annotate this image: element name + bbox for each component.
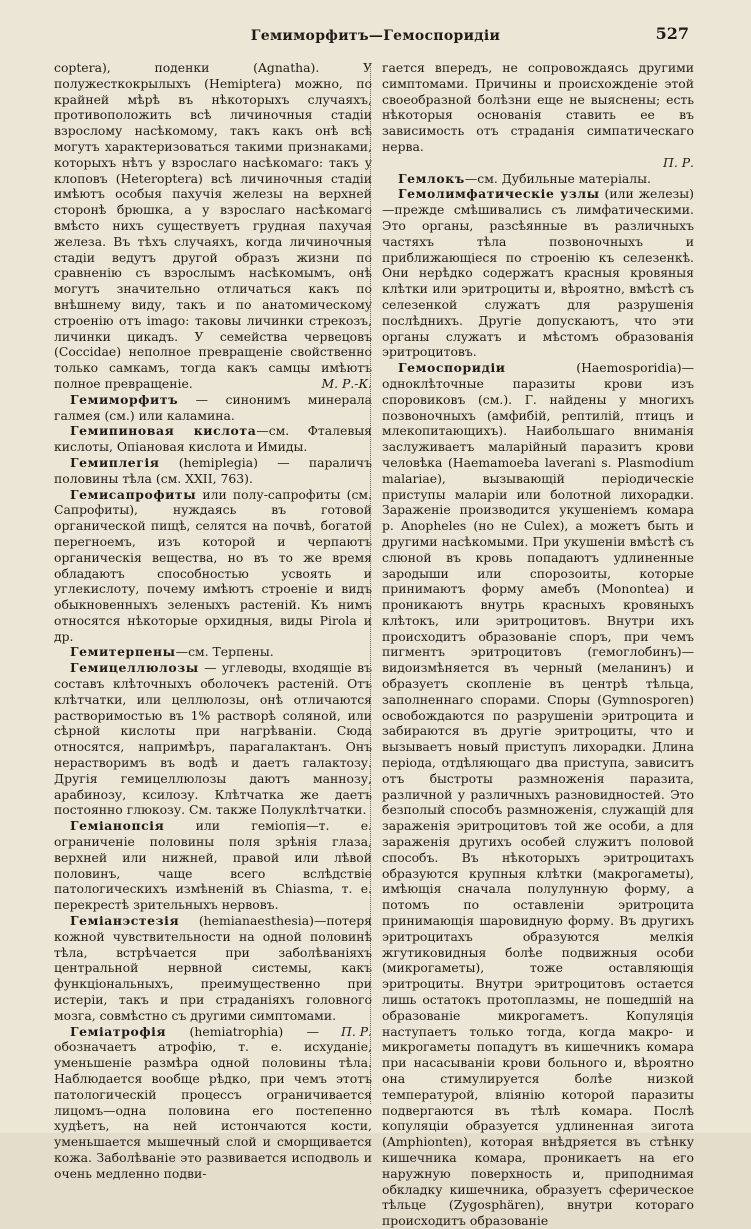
headword: Геміатрофія — [70, 1023, 167, 1039]
page-title: Гемиморфитъ—Гемоспоридіи — [250, 28, 501, 44]
entry-gemipinovaya: Гемипиновая кислота—см. Фталевыя кислоты, Опіановая кислота и Имиды. — [54, 423, 372, 455]
headword: Гемицеллюлозы — [70, 660, 199, 676]
headword: Гемиплегія — [70, 454, 160, 470]
entry-gemicellulozy: Гемицеллюлозы — углеводы, входящіе въ составъ клѣточныхъ оболочекъ растеній. Отъ клѣтчатки, или целлюлозы, онѣ отличаются растворимостью въ 1% растворѣ соляной, или сѣрной кислоты при нагрѣваніи. Сюда относятся, напримѣръ, парагалактанъ. Онъ нерастворимъ въ водѣ и даетъ галактозу. Другія гемицеллюлозы даютъ маннозу, арабинозу, ксилозу. Клѣтчатка же даетъ постоянно глюкозу. См. также Полуклѣтчатки. — [54, 660, 372, 818]
left-column — [54, 60, 372, 1182]
entry-gemianopsia: Геміанопсія или геміопія—т. е. ограниченіе половины поля зрѣнія глаза, верхней или нижней, правой или лѣвой половинъ, чаще всего вслѣдствіе патологическихъ измѣненій въ Chiasma, т. е. перекрестѣ зрительныхъ нервовъ. — [54, 818, 372, 913]
entry-gemolimfaticheskie: Гемолимфатическіе узлы (или железы)—прежде смѣшивались съ лимфатическими. Это органы, разсѣянные въ различныхъ частяхъ тѣла позвоночныхъ и приближающіеся по строенію къ селезенкѣ. Они нерѣдко содержатъ красныя кровяныя клѣтки или эритроциты и, вѣроятно, вмѣстѣ съ селезенкой служатъ для разрушенія послѣднихъ. Другіе допускаютъ, что эти органы служатъ и мѣстомъ образованія эритроцитовъ. — [382, 186, 694, 360]
headword: Гемитерпены — [70, 644, 176, 660]
headword: Гемисапрофиты — [70, 486, 197, 502]
entry-continuation: coptera), поденки (Agnatha). У полужесткокрылыхъ (Hemiptera) можно, по крайней мѣрѣ въ нѣкоторыхъ случаяхъ, противоположить всѣ личиночныя стадіи взрослому насѣкомому, такъ какъ онѣ всѣ могутъ характеризоваться такими признаками, которыхъ нѣтъ у взрослаго насѣкомаго: такъ у клоповъ (Heteroptera) всѣ личиночныя стадіи имѣютъ особыя пахучія железы на верхней сторонѣ брюшка, а у взрослаго насѣкомаго вмѣсто нихъ существуетъ грудная пахучая железа. Въ тѣхъ случаяхъ, когда личиночныя стадіи ведутъ другой образъ жизни по сравненію съ взрослымъ насѣкомымъ, онѣ могутъ значительно отличаться какъ по внѣшнему виду, такъ и по анатомическому строенію отъ imago: таковы личинки стрекозъ, личинки цикадъ. У семейства червецовъ (Coccidae) неполное превращеніе свойственно только самкамъ, тогда какъ самцы имѣютъ полное превращеніе. М. Р.-К. — [54, 60, 372, 391]
headword: Гемипиновая кислота — [70, 423, 257, 439]
headword: Гемиморфитъ — [70, 391, 179, 407]
entry-continuation: гается впередъ, не сопровождаясь другими симптомами. Причины и происхожденіе этой своеобразной болѣзни еще не выяснены; есть нѣкоторыя основанія ставить ее въ зависимость отъ страданія симпатическаго нерва. — [382, 60, 694, 154]
headword: Гемолимфатическіе узлы — [398, 186, 600, 202]
entry-gemianestezia: Геміанэстезія (hemianaesthesia)—потеря кожной чувствительности на одной половинѣ тѣла, встрѣчается при заболѣваніяхъ центральной нервной системы, какъ функціональныхъ, преимущественно при истеріи, такъ и при страданіяхъ головного мозга, совмѣстно съ другими симптомами. П. Р. — [54, 913, 372, 1039]
column-divider — [370, 64, 371, 1104]
page-number: 527 — [655, 24, 689, 43]
running-header — [0, 24, 751, 52]
headword: Геміанопсія — [70, 818, 165, 834]
author-signature: М. Р.-К. — [321, 375, 372, 391]
entry-gemosporidii: Гемоспоридіи (Haemosporidia)—одноклѣточные паразиты крови изъ споровиковъ (см.). Г. найдены у многихъ позвоночныхъ (амфибій, рептилій, птицъ и млекопитающихъ). Наибольшаго вниманія заслуживаетъ маларійный паразитъ крови человѣка (Haemamoeba laverani s. Plasmodium malariae), вызывающій періодическіе приступы маларіи или болотной лихорадки. Зараженіе производится укушеніемъ комара р. Anopheles (но не Culex), а можетъ быть и другими насѣкомыми. При укушеніи вмѣстѣ съ слюной въ кровь попадаютъ удлиненные зародыши или спорозоиты, которые принимаютъ форму амебъ (Monontea) и проникаютъ внутрь красныхъ кровяныхъ клѣтокъ, или эритроцитовъ. Внутри ихъ происходитъ образованіе споръ, при чемъ пигментъ эритроцитовъ (гемоглобинъ)—видоизмѣняется въ черный (меланинъ) и образуетъ скопленіе въ центрѣ тѣльца, заполненнаго спорами. Споры (Gymnosporen) освобождаются по разрушеніи эритроцита и забираются въ другіе эритроциты, что и вызываетъ новый приступъ лихорадки. Длина періода, отдѣляющаго два приступа, зависитъ отъ быстроты размноженія паразита, различной у различныхъ разновидностей. Это безполый способъ размноженія, служащій для зараженія эритроцитовъ той же особи, а для зараженія другихъ особей служитъ половой способъ. Въ нѣкоторыхъ эритроцитахъ образуются крупныя клѣтки (макрогаметы), имѣющія сначала полулунную форму, а потомъ по оставленіи эритроцита принимающія шаровидную форму. Въ другихъ эритроцитахъ образуются мелкія жгутиковидныя болѣе подвижныя особи (микрогаметы), тоже оставляющія эритроциты. Внутри эритроцитовъ остается лишь остатокъ протоплазмы, не пошедшій на образованіе микрогаметъ. Копуляція наступаетъ только тогда, когда макро- и микрогаметы попадутъ въ кишечникъ комара при насасываніи крови больного и, вѣроятно она стимулируется болѣе низкой температурой, вліянію которой паразиты подвергаются въ тѣлѣ комара. Послѣ копуляціи образуется удлиненная зигота (Amphionten), которая внѣдряется въ стѣнку кишечника комара, проникаетъ на его наружную поверхность и, приподнимая обкладку кишечника, образуетъ сферическое тѣльце (Zygosphären), внутри котораго происходитъ образованіе — [382, 360, 694, 1229]
author-signature: П. Р. — [341, 1023, 372, 1039]
headword: Гемоспоридіи — [398, 360, 506, 376]
headword: Геміанэстезія — [70, 913, 180, 929]
author-signature: П. Р. — [663, 154, 694, 170]
right-column — [382, 60, 694, 1229]
entry-gemiatrofia: Геміатрофія (hemiatrophia) — обозначаетъ атрофію, т. е. исхуданіе, уменьшеніе размѣра одной половины тѣла. Наблюдается вообще рѣдко, при чемъ этотъ патологическій процессъ ограничивается лицомъ—одна половина его постепенно худѣетъ, на ней истончаются кости, уменьшается мышечный слой и сморщивается кожа. Заболѣваніе это развивается исподволь и очень медленно подви- — [54, 1023, 372, 1181]
entry-gemisaprofity: Гемисапрофиты или полу-сапрофиты (см. Сапрофиты), нуждаясь въ готовой органической пищѣ, селятся на почвѣ, богатой перегноемъ, изъ которой и черпаютъ органическія вещества, но въ то же время обладаютъ способностью усвоять и углекислоту, почему имѣютъ строеніе и видъ обыкновенныхъ зеленыхъ растеній. Къ нимъ относятся нѣкоторые орхидныя, виды Pirola и др. — [54, 486, 372, 644]
entry-gemiplegia: Гемиплегія (hemiplegia) — параличъ половины тѣла (см. XXII, 763). — [54, 454, 372, 486]
headword: Гемлокъ — [398, 170, 465, 186]
entry-gemimorfit: Гемиморфитъ — синонимъ минерала галмея (см.) или каламина. — [54, 391, 372, 423]
entry-gemiterpeny: Гемитерпены—см. Терпены. — [70, 644, 274, 660]
entry-gemlok: Гемлокъ—см. Дубильные матеріалы. — [398, 170, 651, 186]
